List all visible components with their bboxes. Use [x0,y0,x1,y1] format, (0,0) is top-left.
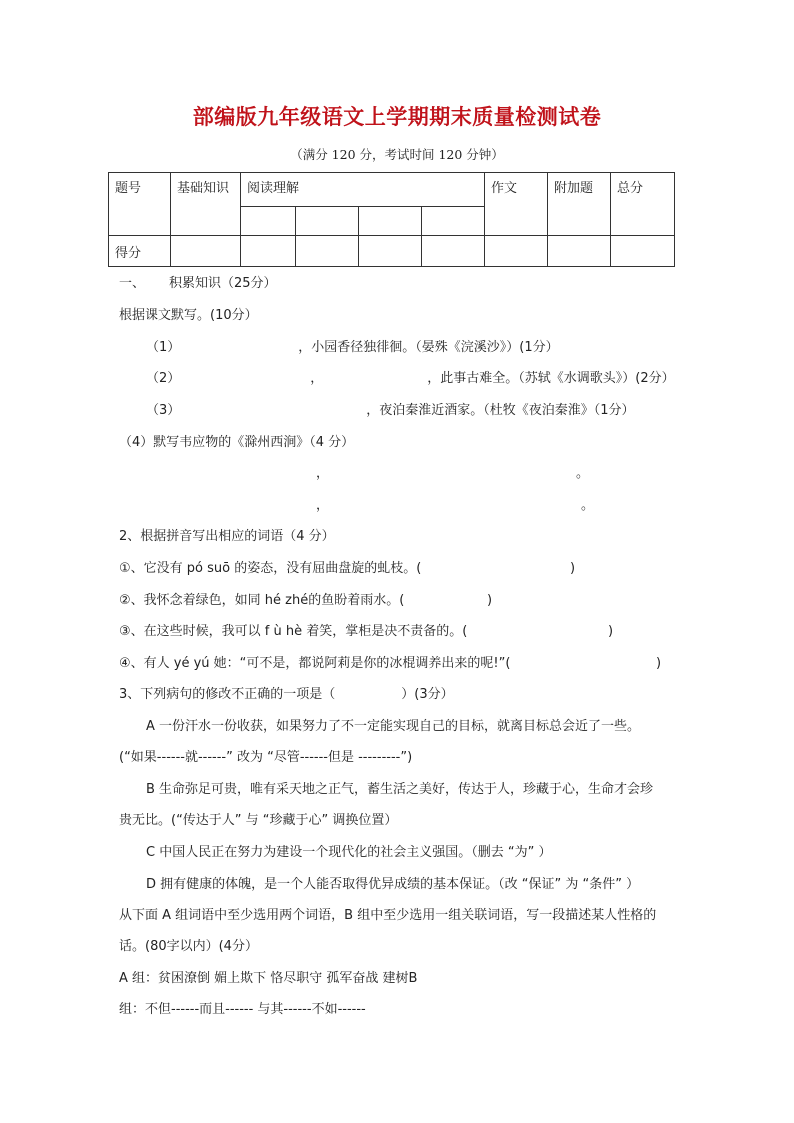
section-title: 积累知识（25分） [169,276,277,291]
header-yuedu: 阅读理解 [241,173,485,207]
yuedu-sub-cell[interactable] [359,207,422,236]
score-cell[interactable] [548,236,611,267]
poem-comma: ， [316,466,330,481]
score-cell[interactable] [611,236,675,267]
q3-intro [119,686,454,704]
q2-item-c: ③、在这些时候，我可以 f ù hè 着笑，掌柜是决不责备的。( [119,624,468,639]
header-fujia: 附加题 [548,173,611,236]
score-table [108,172,675,267]
section-number: 一、 [119,276,146,291]
q1-item-2 [146,370,675,388]
section-1-heading [119,275,277,293]
header-jichu: 基础知识 [171,173,241,236]
item-number: （1） [146,340,181,355]
header-zongfen: 总分 [611,173,675,236]
q3-intro-text: 3、下列病句的修改不正确的一项是（ [119,687,336,702]
row-defen-label: 得分 [109,236,171,267]
q2-item-b-close: ) [487,593,493,608]
score-cell[interactable] [296,236,359,267]
poem-period: 。 [581,498,595,513]
q3-option-b-cont: 贵无比。(“传达于人” 与 “珍藏于心” 调换位置） [119,813,398,828]
q1-item-4: （4）默写韦应物的《滁州西涧》（4 分） [119,435,355,450]
item-text: ，小园香径独徘徊。（晏殊《浣溪沙》）(1分） [298,340,559,355]
q2-item-a-close: ) [570,561,576,576]
q4-group-a: A 组：贫困潦倒 媚上欺下 恪尽职守 孤军奋战 建树B [119,971,418,986]
score-cell[interactable] [422,236,485,267]
item-number: （3） [146,403,181,418]
q3-option-a: A 一份汗水一份收获，如果努力了不一定能实现自己的目标，就离目标总会近了一些。 [146,719,641,734]
q2-item-c-close: ) [608,624,614,639]
q3-option-c: C 中国人民正在努力为建设一个现代化的社会主义强国。（删去 “为” ） [146,845,552,860]
poem-period: 。 [576,466,590,481]
yuedu-sub-cell[interactable] [296,207,359,236]
q2-item-d: ④、有人 yé yú 她：“可不是，都说阿莉是你的冰棍调养出来的呢!”( [119,656,511,671]
q1-intro: 根据课文默写。(10分） [119,308,258,323]
q4-group-b: 组：不但------而且------ 与其------不如------ [119,1002,366,1017]
q2-item-b: ②、我怀念着绿色，如同 hé zhé的鱼盼着雨水。( [119,593,405,608]
poem-comma: ， [316,498,330,513]
q2-intro: 2、根据拼音写出相应的词语（4 分） [119,529,335,544]
q1-item-3 [146,402,635,420]
item-number: （2） [146,371,181,386]
punctuation: ， [310,371,324,386]
q3-option-a-cont: (“如果------就------” 改为 “尽管------但是 ---------”) [119,750,413,765]
exam-info: （满分 120 分，考试时间 120 分钟） [290,147,504,162]
item-text: ，夜泊秦淮近酒家。（杜牧《夜泊秦淮》（1分） [366,403,635,418]
yuedu-sub-cell[interactable] [422,207,485,236]
score-cell[interactable] [359,236,422,267]
page-title: 部编版九年级语文上学期期末质量检测试卷 [192,104,602,129]
header-zuowen: 作文 [485,173,548,236]
q4-line-1: 从下面 A 组词语中至少选用两个词语，B 组中至少选用一组关联词语，写一段描述某人性格的 [119,908,657,923]
score-cell[interactable] [171,236,241,267]
q3-option-d: D 拥有健康的体魄，是一个人能否取得优异成绩的基本保证。（改 “保证” 为 “条件” ） [146,877,640,892]
q2-item-a: ①、它没有 pó suō 的姿态，没有屈曲盘旋的虬枝。( [119,561,422,576]
score-cell[interactable] [485,236,548,267]
header-tihao: 题号 [109,173,171,236]
item-text: ，此事古难全。（苏轼《水调歌头》）(2分） [427,371,675,386]
q1-item-1 [146,339,559,357]
q2-item-d-close: ) [656,656,662,671]
q4-line-2: 话。(80字以内）(4分） [119,939,258,954]
yuedu-sub-cell[interactable] [241,207,296,236]
q3-option-b: B 生命弥足可贵，唯有采天地之正气，蓄生活之美好，传达于人，珍藏于心，生命才会珍 [146,782,654,797]
score-cell[interactable] [241,236,296,267]
q3-points: ）(3分） [401,687,454,702]
